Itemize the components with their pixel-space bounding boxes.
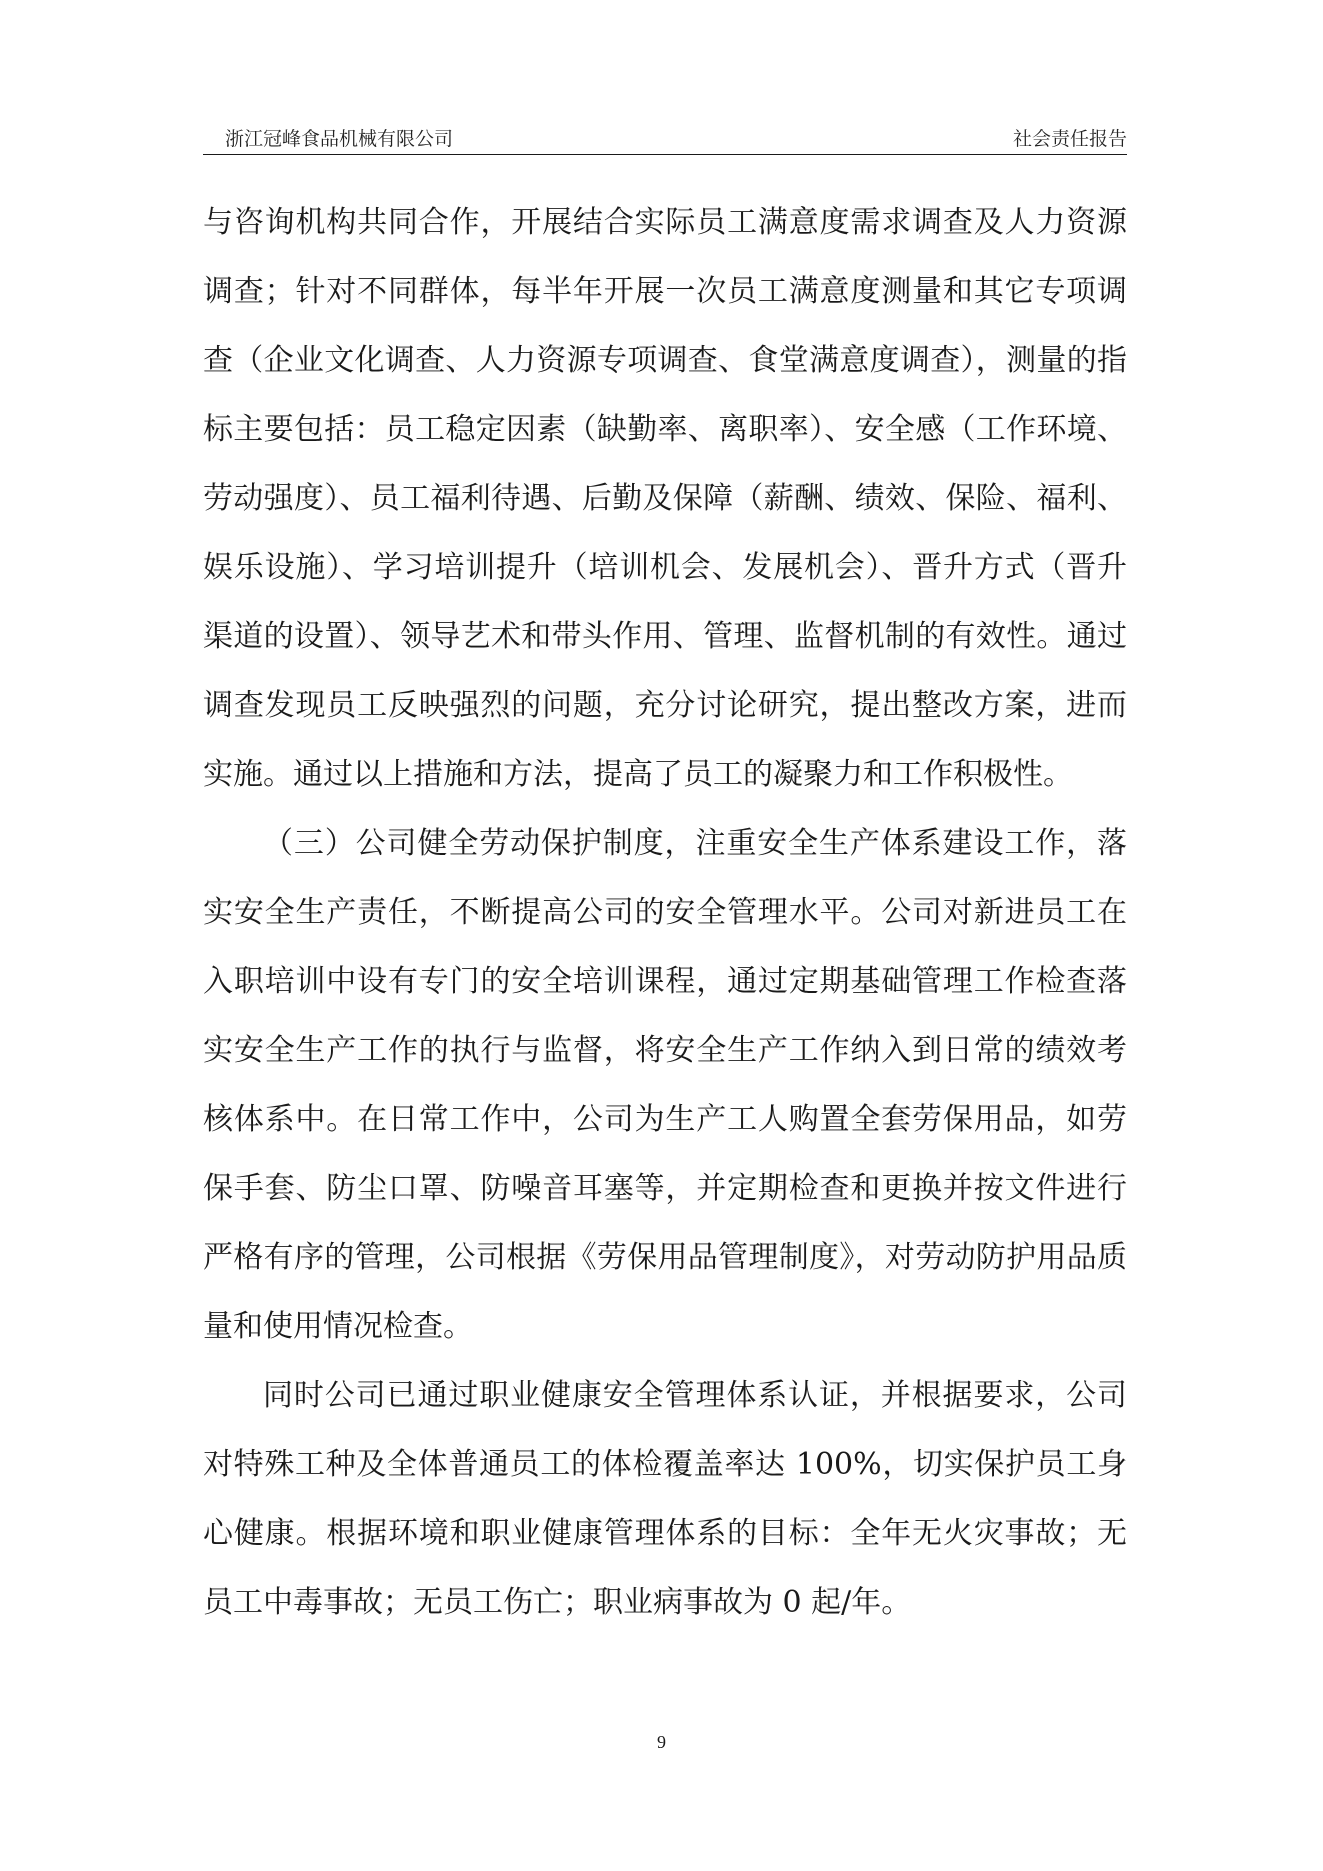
page-number: 9 [657,1732,666,1752]
paragraph-labor-protection: （三）公司健全劳动保护制度，注重安全生产体系建设工作，落实安全生产责任，不断提高公司的安全管理水平。公司对新进员工在入职培训中设有专门的安全培训课程，通过定期基础管理工作检查落实安全生产工作的执行与监督，将安全生产工作纳入到日常的绩效考核体系中。在日常工作中，公司为生产工人购置全套劳保用品，如劳保手套、防尘口罩、防噪音耳塞等，并定期检查和更换并按文件进行严格有序的管理，公司根据《劳保用品管理制度》，对劳动防护用品质量和使用情况检查。 [203,826,1127,1344]
header-divider [203,154,1127,155]
page-header [203,124,1127,154]
header-report-title: 社会责任报告 [1012,128,1127,150]
header-company-name: 浙江冠峰食品机械有限公司 [225,128,454,150]
paragraph-occupational-health: 同时公司已通过职业健康安全管理体系认证，并根据要求，公司对特殊工种及全体普通员工的体检覆盖率达 100%，切实保护员工身心健康。根据环境和职业健康管理体系的目标：全年无火灾事故；无员工中毒事故；无员工伤亡；职业病事故为 0 起/年。 [203,1378,1127,1620]
paragraph-continued: 与咨询机构共同合作，开展结合实际员工满意度需求调查及人力资源调查；针对不同群体，每半年开展一次员工满意度测量和其它专项调查（企业文化调查、人力资源专项调查、食堂满意度调查），测量的指标主要包括：员工稳定因素（缺勤率、离职率）、安全感（工作环境、劳动强度）、员工福利待遇、后勤及保障（薪酬、绩效、保险、福利、娱乐设施）、学习培训提升（培训机会、发展机会）、晋升方式（晋升渠道的设置）、领导艺术和带头作用、管理、监督机制的有效性。通过调查发现员工反映强烈的问题，充分讨论研究，提出整改方案，进而实施。通过以上措施和方法，提高了员工的凝聚力和工作积极性。 [203,205,1127,792]
body-text [203,188,1127,1637]
